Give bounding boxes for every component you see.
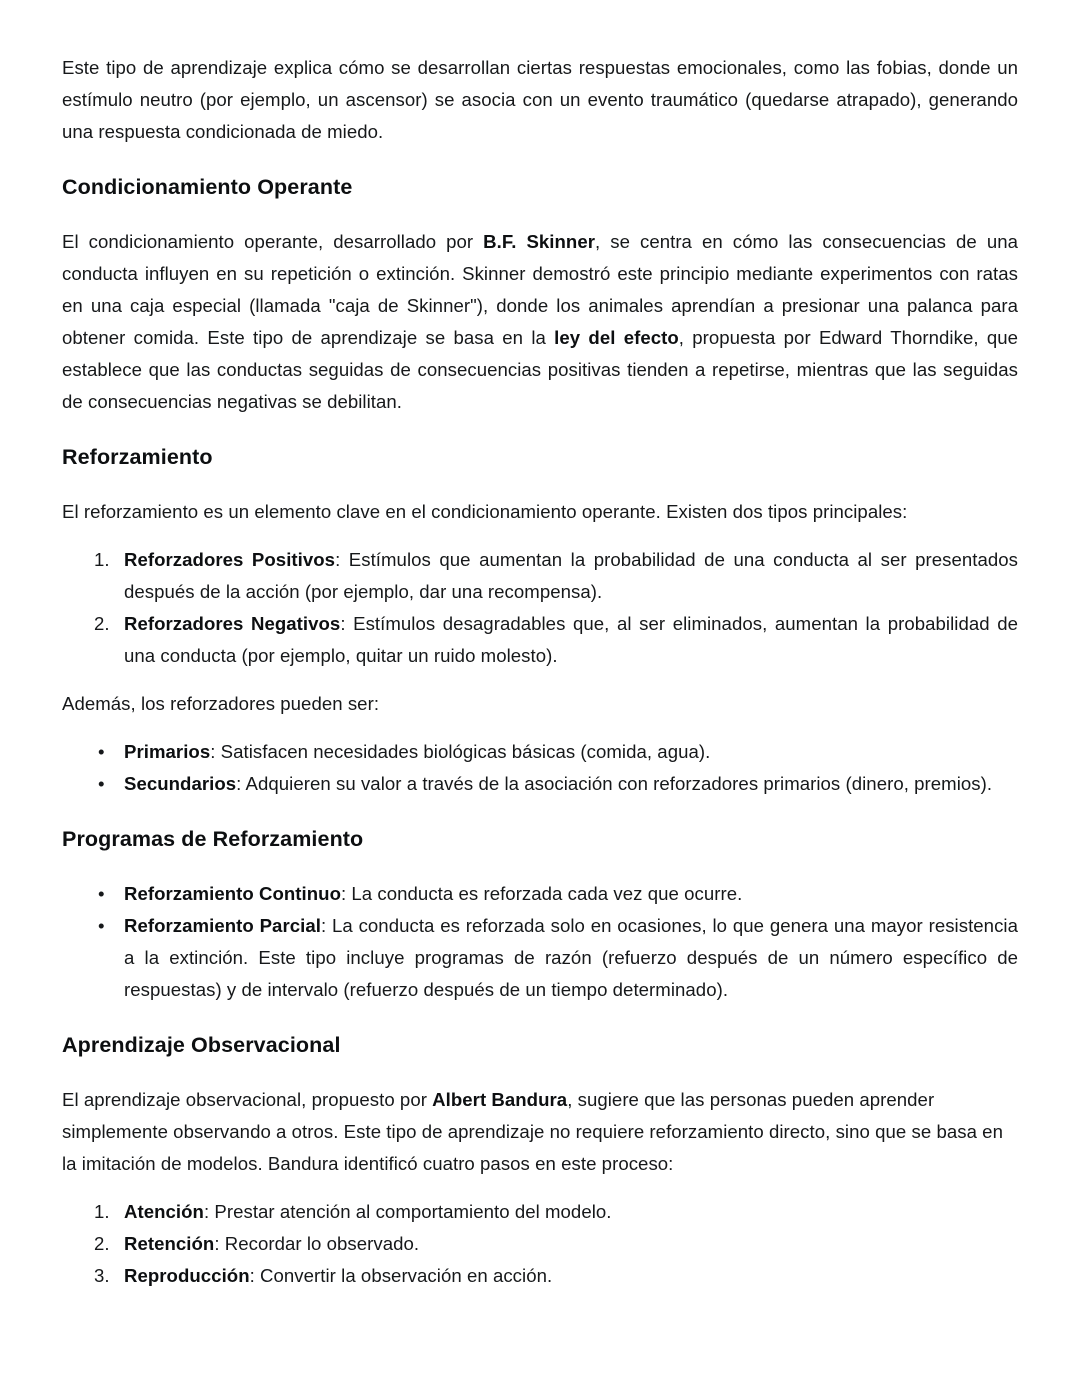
paragraph-reforzamiento-intro: El reforzamiento es un elemento clave en el condicionamiento operante. Existen dos tipos principales:	[62, 501, 908, 522]
list-item	[62, 878, 1018, 910]
spacer	[62, 800, 1018, 824]
list-item-term: Retención	[124, 1233, 215, 1254]
list-pasos-bandura	[62, 1196, 1018, 1292]
spacer	[62, 148, 1018, 172]
spacer	[62, 854, 1018, 878]
list-item	[62, 544, 1018, 608]
list-item-body: : Adquieren su valor a través de la asociación con reforzadores primarios (dinero, premios).	[236, 773, 993, 794]
list-item-body: : La conducta es reforzada cada vez que ocurre.	[340, 883, 743, 904]
bullet-icon: •	[98, 883, 105, 904]
document-body	[62, 52, 1018, 1292]
bullet-icon: •	[98, 773, 105, 794]
spacer	[62, 528, 1018, 544]
list-marker: 2.	[94, 613, 110, 634]
heading-condicionamiento-operante: Condicionamiento Operante	[62, 175, 353, 199]
list-item-term: Atención	[124, 1201, 204, 1222]
list-marker: 1.	[94, 1201, 110, 1222]
heading-aprendizaje-observacional: Aprendizaje Observacional	[62, 1033, 341, 1057]
list-marker: 1.	[94, 549, 110, 570]
list-marker: 3.	[94, 1265, 110, 1286]
list-item-body: : La conducta es reforzada solo en ocasiones, lo que genera una mayor resistencia a la extinción. Este tipo incluye programas de razón (refuerzo después de un número específico de respuestas) y de intervalo (refuerzo después de un tiempo determinado).	[124, 915, 1018, 1000]
text-run: El aprendizaje observacional, propuesto por	[62, 1089, 433, 1110]
text-run: , se centra en cómo las consecuencias de una conducta influyen en su repetición o extinción. Skinner demostró este principio mediante experimentos con ratas en una caja especial (llamada "caja de Skinner"), donde los animales aprendían a presionar una palanca para obtener comida. Este tipo de aprendizaje se basa en la	[62, 231, 1018, 348]
list-marker: 2.	[94, 1233, 110, 1254]
list-item	[62, 736, 1018, 768]
list-item-term: Reforzamiento Continuo	[124, 883, 341, 904]
spacer	[62, 1180, 1018, 1196]
list-tipos-reforzadores	[62, 736, 1018, 800]
spacer	[62, 418, 1018, 442]
intro-paragraph: Este tipo de aprendizaje explica cómo se desarrollan ciertas respuestas emocionales, como las fobias, donde un estímulo neutro (por ejemplo, un ascensor) se asocia con un evento traumático (quedarse atrapado), generando una respuesta condicionada de miedo.	[62, 57, 1018, 142]
list-reforzadores	[62, 544, 1018, 672]
heading-reforzamiento: Reforzamiento	[62, 445, 213, 469]
spacer	[62, 1060, 1018, 1084]
list-item-term: Secundarios	[124, 773, 237, 794]
heading-programas-de-reforzamiento: Programas de Reforzamiento	[62, 827, 364, 851]
list-item	[62, 768, 1018, 800]
spacer	[62, 720, 1018, 736]
text-run: , propuesta por Edward Thorndike, que establece que las conductas seguidas de consecuencias positivas tienden a repetirse, mientras que las seguidas de consecuencias negativas se debilitan.	[62, 327, 1018, 412]
list-item	[62, 608, 1018, 672]
list-item	[62, 1228, 1018, 1260]
list-item-body: : Estímulos que aumentan la probabilidad de una conducta al ser presentados después de la acción (por ejemplo, dar una recompensa).	[124, 549, 1018, 602]
list-item-term: Primarios	[124, 741, 211, 762]
spacer	[62, 202, 1018, 226]
paragraph-ademas: Además, los reforzadores pueden ser:	[62, 693, 380, 714]
list-item-body: : Satisfacen necesidades biológicas básicas (comida, agua).	[210, 741, 711, 762]
bold-albert-bandura: Albert Bandura	[432, 1089, 568, 1110]
bullet-icon: •	[98, 915, 105, 936]
bullet-icon: •	[98, 741, 105, 762]
list-item-body: : Estímulos desagradables que, al ser eliminados, aumentan la probabilidad de una conducta (por ejemplo, quitar un ruido molesto).	[124, 613, 1018, 666]
list-item-term: Reproducción	[124, 1265, 250, 1286]
list-item	[62, 1260, 1018, 1292]
paragraph-condicionamiento-operante	[62, 226, 1018, 418]
list-item-body: : Recordar lo observado.	[214, 1233, 420, 1254]
list-item-body: : Prestar atención al comportamiento del modelo.	[203, 1201, 612, 1222]
spacer	[62, 672, 1018, 688]
list-programas	[62, 878, 1018, 1006]
list-item	[62, 910, 1018, 1006]
bold-skinner: B.F. Skinner	[483, 231, 595, 252]
list-item-term: Reforzadores Positivos	[124, 549, 336, 570]
paragraph-aprendizaje-observacional	[62, 1084, 1018, 1180]
list-item-term: Reforzamiento Parcial	[124, 915, 321, 936]
list-item-term: Reforzadores Negativos	[124, 613, 341, 634]
spacer	[62, 1006, 1018, 1030]
bold-ley-del-efecto: ley del efecto	[554, 327, 679, 348]
list-item-body: : Convertir la observación en acción.	[249, 1265, 553, 1286]
text-run: El condicionamiento operante, desarrollado por	[62, 231, 484, 252]
spacer	[62, 472, 1018, 496]
text-run: , sugiere que las personas pueden aprender simplemente observando a otros. Este tipo de aprendizaje no requiere reforzamiento directo, sino que se basa en la imitación de modelos. Bandura identificó cuatro pasos en este proceso:	[62, 1089, 1003, 1174]
list-item	[62, 1196, 1018, 1228]
